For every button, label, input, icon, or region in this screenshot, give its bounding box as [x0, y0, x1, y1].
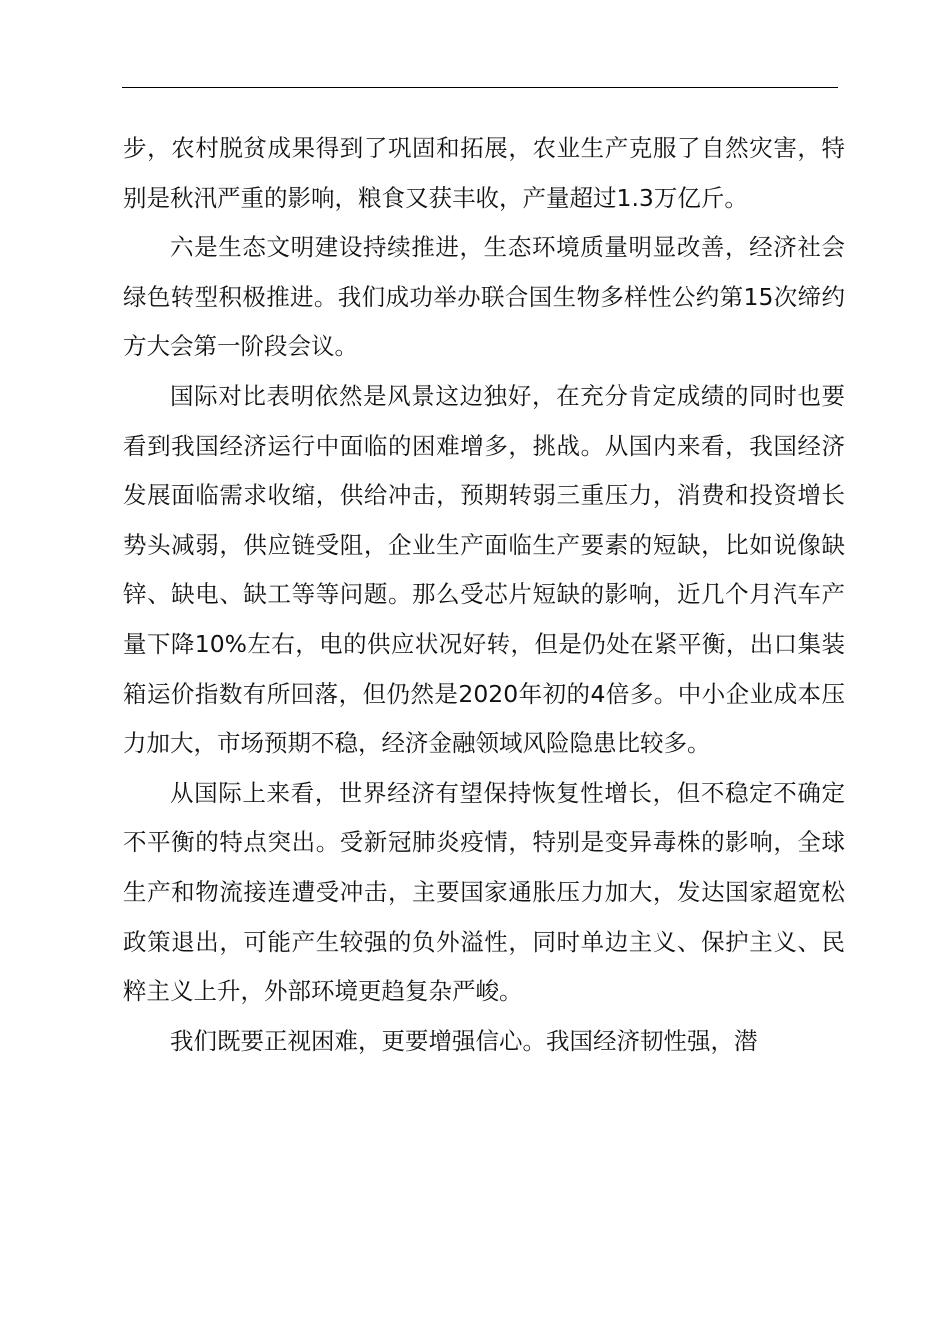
paragraph-domestic-challenges: 国际对比表明依然是风景这边独好，在充分肯定成绩的同时也要看到我国经济运行中面临的困难增多，挑战。从国内来看，我国经济发展面临需求收缩，供给冲击，预期转弱三重压力，消费和投资增长势头减弱，供应链受阻，企业生产面临生产要素的短缺，比如说像缺锌、缺电、缺工等等问题。那么受芯片短缺的影响，近几个月汽车产量下降10%左右，电的供应状况好转，但是仍处在紧平衡，出口集装箱运价指数有所回落，但仍然是2020年初的4倍多。中小企业成本压力加大，市场预期不稳，经济金融领域风险隐患比较多。	[123, 381, 845, 758]
paragraph-international-situation: 从国际上来看，世界经济有望保持恢复性增长，但不稳定不确定不平衡的特点突出。受新冠肺炎疫情，特别是变异毒株的影响，全球生产和物流接连遭受冲击，主要国家通胀压力加大，发达国家超宽松政策退出，可能产生较强的负外溢性，同时单边主义、保护主义、民粹主义上升，外部环境更趋复杂严峻。	[123, 778, 845, 1006]
body-text	[123, 124, 845, 1066]
header-rule	[122, 87, 838, 88]
paragraph-confidence: 我们既要正视困难，更要增强信心。我国经济韧性强，潜	[170, 1026, 758, 1055]
paragraph-ecology: 六是生态文明建设持续推进，生态环境质量明显改善，经济社会绿色转型积极推进。我们成功举办联合国生物多样性公约第15次缔约方大会第一阶段会议。	[123, 233, 845, 361]
paragraph-continuation: 步，农村脱贫成果得到了巩固和拓展，农业生产克服了自然灾害，特别是秋汛严重的影响，粮食又获丰收，产量超过1.3万亿斤。	[123, 134, 845, 212]
